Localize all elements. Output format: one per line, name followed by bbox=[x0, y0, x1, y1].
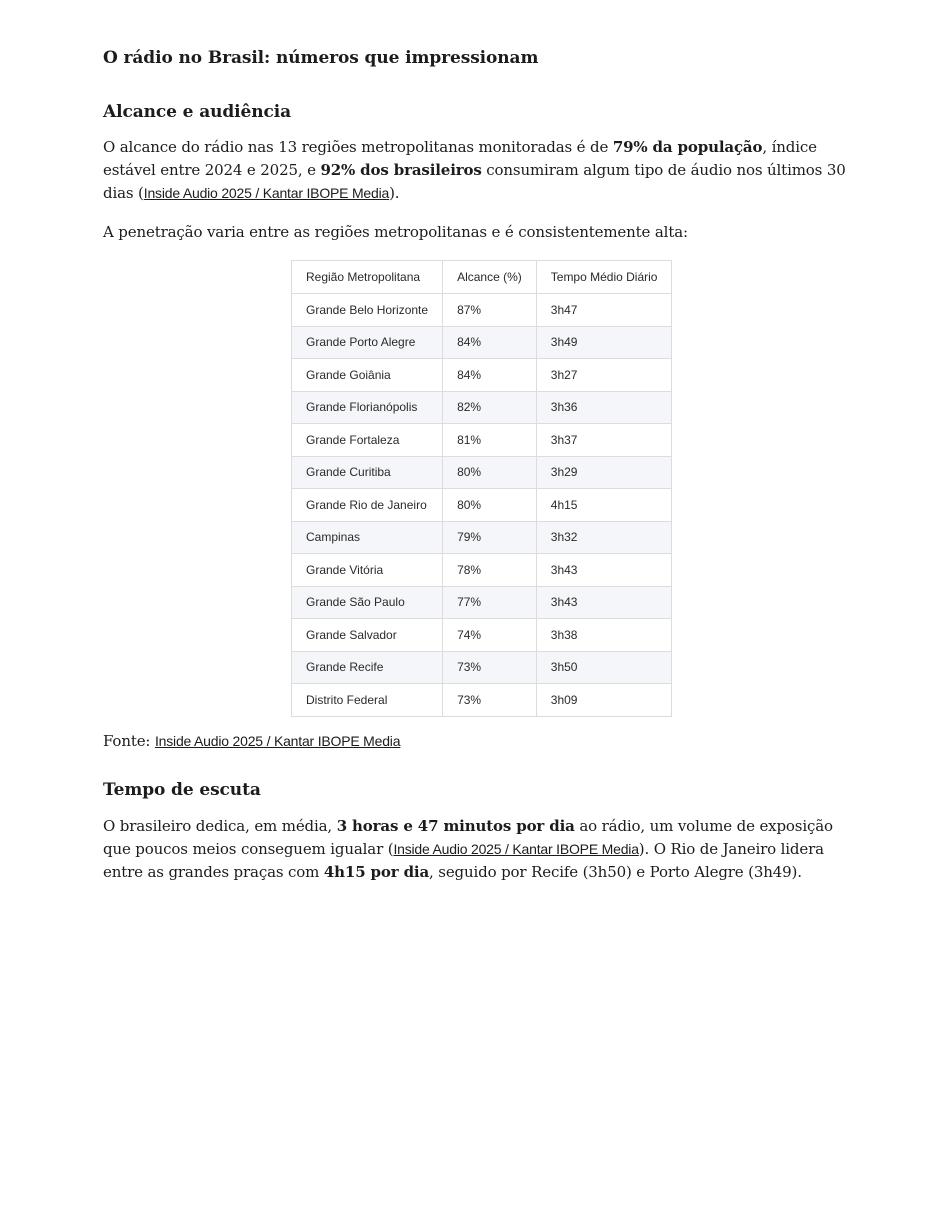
table-row bbox=[292, 294, 672, 327]
cell-alcance: 73% bbox=[443, 684, 537, 717]
header-tempo: Tempo Médio Diário bbox=[536, 261, 672, 294]
cell-alcance: 80% bbox=[443, 456, 537, 489]
cell-alcance: 78% bbox=[443, 554, 537, 587]
cell-alcance: 77% bbox=[443, 586, 537, 619]
reach-table-wrapper bbox=[291, 260, 672, 717]
cell-regiao: Grande Porto Alegre bbox=[292, 326, 443, 359]
highlight-reach: 79% da população bbox=[612, 138, 763, 156]
cell-tempo: 3h29 bbox=[536, 456, 672, 489]
cell-alcance: 81% bbox=[443, 424, 537, 457]
cell-regiao: Grande Rio de Janeiro bbox=[292, 489, 443, 522]
cell-regiao: Grande São Paulo bbox=[292, 586, 443, 619]
source-label: Fonte: bbox=[103, 732, 155, 750]
header-alcance: Alcance (%) bbox=[443, 261, 537, 294]
table-row bbox=[292, 651, 672, 684]
cell-regiao: Grande Vitória bbox=[292, 554, 443, 587]
table-header-row bbox=[292, 261, 672, 294]
table-row bbox=[292, 359, 672, 392]
cell-regiao: Campinas bbox=[292, 521, 443, 554]
highlight-rio: 4h15 por dia bbox=[323, 863, 430, 881]
cell-alcance: 82% bbox=[443, 391, 537, 424]
cell-regiao: Grande Florianópolis bbox=[292, 391, 443, 424]
cell-tempo: 3h43 bbox=[536, 586, 672, 619]
cell-tempo: 3h49 bbox=[536, 326, 672, 359]
source-link[interactable]: Inside Audio 2025 / Kantar IBOPE Media bbox=[154, 733, 401, 749]
reach-table bbox=[291, 260, 672, 717]
cell-regiao: Grande Fortaleza bbox=[292, 424, 443, 457]
table-row bbox=[292, 456, 672, 489]
source-link[interactable]: Inside Audio 2025 / Kantar IBOPE Media bbox=[393, 841, 639, 857]
cell-alcance: 79% bbox=[443, 521, 537, 554]
paragraph-alcance bbox=[103, 136, 848, 205]
table-row bbox=[292, 554, 672, 587]
cell-regiao: Grande Belo Horizonte bbox=[292, 294, 443, 327]
table-row bbox=[292, 391, 672, 424]
highlight-time: 3 horas e 47 minutos por dia bbox=[336, 817, 575, 835]
section-heading-tempo: Tempo de escuta bbox=[103, 780, 261, 800]
source-link[interactable]: Inside Audio 2025 / Kantar IBOPE Media bbox=[143, 185, 390, 201]
cell-regiao: Grande Recife bbox=[292, 651, 443, 684]
cell-tempo: 3h09 bbox=[536, 684, 672, 717]
table-row bbox=[292, 586, 672, 619]
text-run: ). bbox=[389, 184, 400, 202]
cell-tempo: 3h47 bbox=[536, 294, 672, 327]
cell-alcance: 74% bbox=[443, 619, 537, 652]
table-row bbox=[292, 326, 672, 359]
text-run: , índice estável entre 2024 e 2025, e bbox=[103, 138, 817, 179]
cell-alcance: 84% bbox=[443, 359, 537, 392]
highlight-audio: 92% dos brasileiros bbox=[320, 161, 482, 179]
source-line bbox=[103, 730, 848, 753]
text-run: O alcance do rádio nas 13 regiões metropolitanas monitoradas é de bbox=[103, 138, 613, 156]
cell-tempo: 4h15 bbox=[536, 489, 672, 522]
section-heading-alcance: Alcance e audiência bbox=[103, 102, 292, 122]
cell-tempo: 3h32 bbox=[536, 521, 672, 554]
text-run: , seguido por Recife (3h50) e Porto Alegre (3h49). bbox=[429, 863, 802, 881]
table-row bbox=[292, 684, 672, 717]
text-run: ). O Rio de Janeiro lidera entre as grandes praças com bbox=[103, 840, 824, 881]
cell-alcance: 84% bbox=[443, 326, 537, 359]
cell-regiao: Grande Salvador bbox=[292, 619, 443, 652]
cell-alcance: 73% bbox=[443, 651, 537, 684]
cell-tempo: 3h38 bbox=[536, 619, 672, 652]
text-run: consumiram algum tipo de áudio nos últimos 30 dias ( bbox=[103, 161, 846, 202]
header-regiao: Região Metropolitana bbox=[292, 261, 443, 294]
cell-tempo: 3h43 bbox=[536, 554, 672, 587]
page-title: O rádio no Brasil: números que impressionam bbox=[103, 48, 539, 68]
text-run: ao rádio, um volume de exposição que poucos meios conseguem igualar ( bbox=[103, 817, 833, 858]
cell-alcance: 80% bbox=[443, 489, 537, 522]
table-row bbox=[292, 619, 672, 652]
table-row bbox=[292, 424, 672, 457]
cell-regiao: Distrito Federal bbox=[292, 684, 443, 717]
cell-tempo: 3h27 bbox=[536, 359, 672, 392]
cell-tempo: 3h37 bbox=[536, 424, 672, 457]
cell-alcance: 87% bbox=[443, 294, 537, 327]
cell-regiao: Grande Curitiba bbox=[292, 456, 443, 489]
paragraph-tempo bbox=[103, 815, 848, 884]
text-run: O brasileiro dedica, em média, bbox=[103, 817, 337, 835]
cell-tempo: 3h36 bbox=[536, 391, 672, 424]
table-row bbox=[292, 489, 672, 522]
table-row bbox=[292, 521, 672, 554]
cell-regiao: Grande Goiânia bbox=[292, 359, 443, 392]
paragraph-penetracao: A penetração varia entre as regiões metropolitanas e é consistentemente alta: bbox=[103, 223, 688, 241]
cell-tempo: 3h50 bbox=[536, 651, 672, 684]
